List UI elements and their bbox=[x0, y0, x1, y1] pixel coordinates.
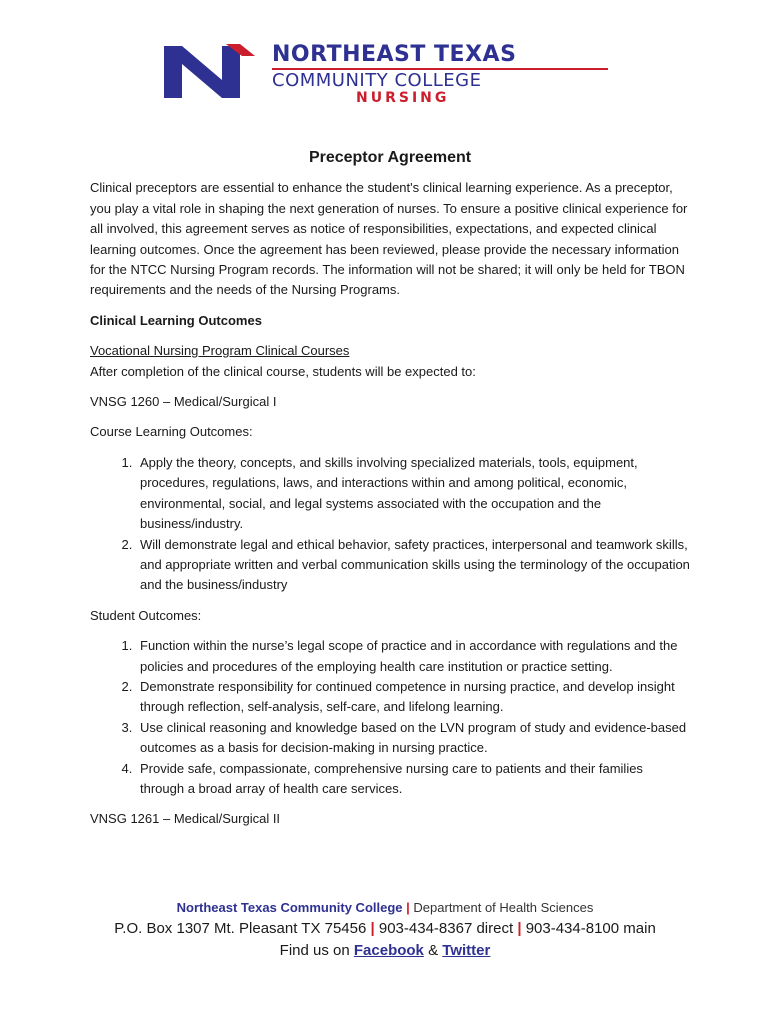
footer-main-phone: 903-434-8100 main bbox=[525, 920, 656, 937]
list-item: 2. Will demonstrate legal and ethical behavior, safety practices, interpersonal and teamwork skills, and appropriate written and verbal communication skills using the terminology of the occupation and the business/industry bbox=[136, 535, 690, 596]
list-item: 1. Function within the nurse’s legal scope of practice and in accordance with regulations and the policies and procedures of the employing health care institution or practice setting. bbox=[136, 636, 690, 677]
college-logo bbox=[160, 40, 620, 104]
list-item: 4. Provide safe, compassionate, comprehensive nursing care to patients and their families through a broad array of health care services. bbox=[136, 759, 690, 800]
footer-separator: | bbox=[517, 920, 522, 937]
footer-address: P.O. Box 1307 Mt. Pleasant TX 75456 bbox=[114, 920, 367, 937]
list-item: 1. Apply the theory, concepts, and skills involving specialized materials, tools, equipment, procedures, regulations, laws, and interactions within and among political, economic, environmental, social, and legal systems associated with the occupation and the business/industry. bbox=[136, 453, 690, 535]
course-title-1: VNSG 1260 – Medical/Surgical I bbox=[90, 394, 277, 410]
student-outcomes-list bbox=[90, 636, 690, 799]
logo-line-3: NURSING bbox=[356, 90, 450, 106]
footer-ampersand: & bbox=[428, 942, 439, 959]
twitter-link[interactable]: Twitter bbox=[442, 942, 491, 959]
course-title-2: VNSG 1261 – Medical/Surgical II bbox=[90, 811, 281, 827]
footer-separator: | bbox=[370, 920, 375, 937]
intro-paragraph: Clinical preceptors are essential to enhance the student's clinical learning experience. As a preceptor, you play a vital role in shaping the next generation of nurses. To ensure a positive clinical experience for all involved, this agreement serves as notice of responsibilities, expectations, and expected clinical learning outcomes. Once the agreement has been reviewed, please provide the necessary information for the NTCC Nursing Program records. The information will not be shared; it will only be held for TBON requirements and the needs of the Nursing Programs. bbox=[90, 180, 688, 298]
page-title: Preceptor Agreement bbox=[308, 149, 472, 166]
subsection-intro: After completion of the clinical course, students will be expected to: bbox=[90, 363, 476, 379]
footer-find-us: Find us on bbox=[279, 942, 350, 959]
page-footer bbox=[0, 898, 770, 962]
list-item: 2. Demonstrate responsibility for continued competence in nursing practice, and develop insight through reflection, self-analysis, self-care, and lifelong learning. bbox=[136, 677, 690, 718]
course-outcomes-label: Course Learning Outcomes: bbox=[90, 424, 253, 440]
facebook-link[interactable]: Facebook bbox=[353, 942, 424, 959]
footer-contact-line bbox=[0, 918, 770, 940]
footer-separator: | bbox=[406, 900, 410, 915]
logo-line-2: COMMUNITY COLLEGE bbox=[272, 70, 482, 91]
section-heading: Clinical Learning Outcomes bbox=[90, 312, 262, 328]
logo-n-mark-icon bbox=[160, 40, 260, 100]
footer-org-line bbox=[0, 898, 770, 918]
list-item: 3. Use clinical reasoning and knowledge based on the LVN program of study and evidence-based outcomes as a basis for decision-making in nursing practice. bbox=[136, 718, 690, 759]
footer-direct-phone: 903-434-8367 direct bbox=[378, 920, 514, 937]
footer-social-line bbox=[0, 940, 770, 962]
course-outcomes-list bbox=[90, 453, 690, 596]
document-body bbox=[90, 148, 690, 840]
footer-org: Northeast Texas Community College bbox=[176, 900, 403, 915]
student-outcomes-label: Student Outcomes: bbox=[90, 607, 202, 623]
logo-line-1: NORTHEAST TEXAS bbox=[272, 42, 517, 67]
subsection-heading: Vocational Nursing Program Clinical Courses bbox=[90, 343, 350, 359]
footer-department: Department of Health Sciences bbox=[413, 900, 594, 915]
